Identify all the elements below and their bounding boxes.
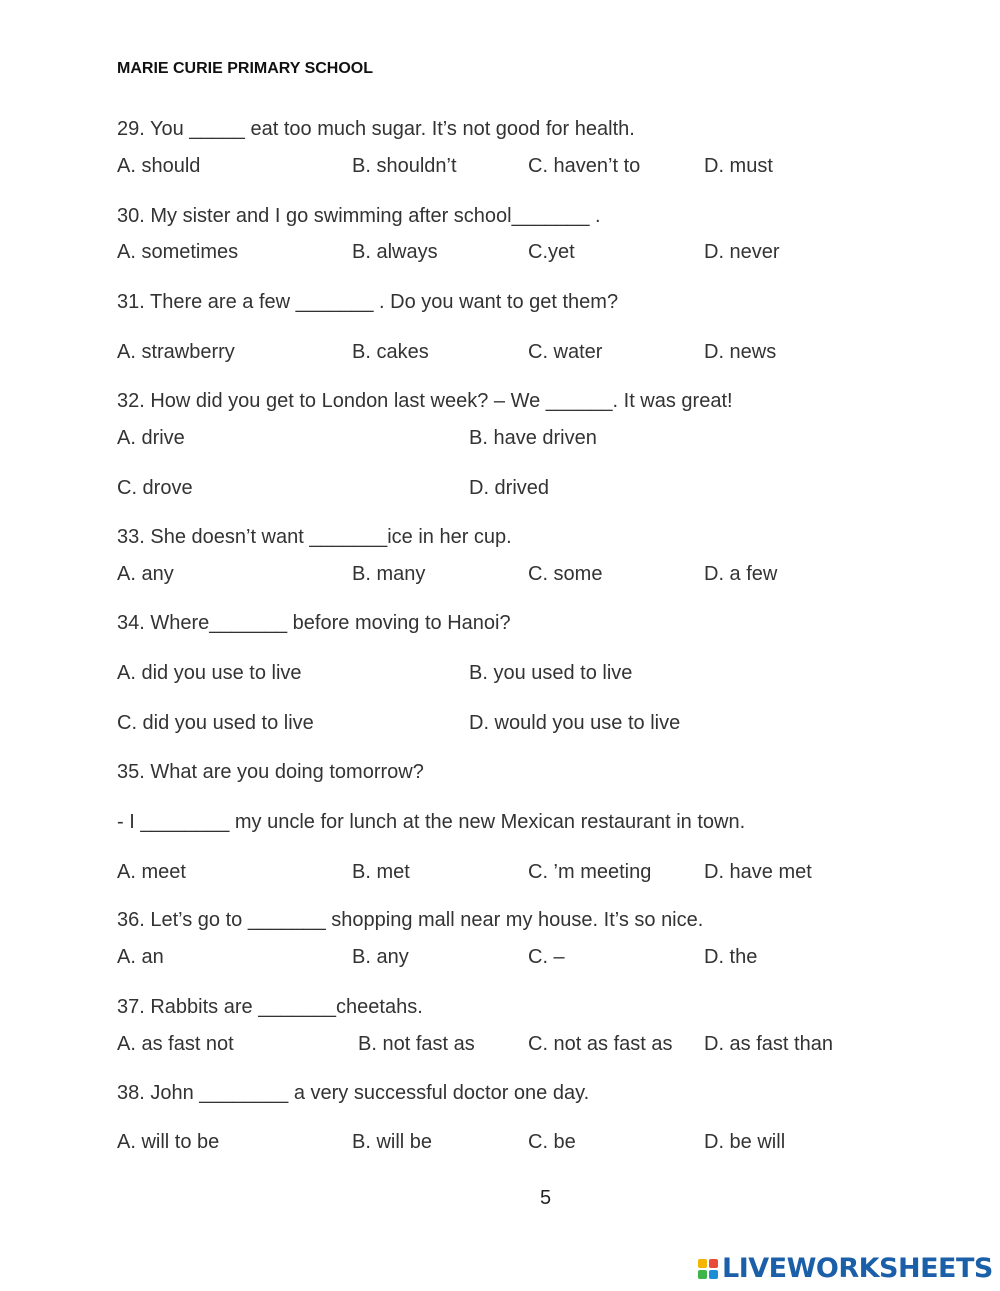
question-35-option-a[interactable]: A. meet bbox=[117, 861, 186, 883]
question-31-option-b[interactable]: B. cakes bbox=[352, 341, 429, 363]
question-33-option-c[interactable]: C. some bbox=[528, 563, 603, 585]
question-34-option-b[interactable]: B. you used to live bbox=[469, 662, 633, 684]
question-36-option-c[interactable]: C. – bbox=[528, 946, 565, 968]
question-30-option-b[interactable]: B. always bbox=[352, 241, 438, 263]
page-number: 5 bbox=[540, 1187, 552, 1209]
question-34-option-d[interactable]: D. would you use to live bbox=[469, 712, 681, 734]
question-35-stem: 35. What are you doing tomorrow? bbox=[117, 761, 424, 783]
question-36-option-d[interactable]: D. the bbox=[704, 946, 758, 968]
question-35-option-c[interactable]: C. ’m meeting bbox=[528, 861, 652, 883]
question-35-option-b[interactable]: B. met bbox=[352, 861, 410, 883]
question-30-option-c[interactable]: C.yet bbox=[528, 241, 575, 263]
question-32-stem: 32. How did you get to London last week? – We ______. It was great! bbox=[117, 390, 733, 412]
question-38-option-b[interactable]: B. will be bbox=[352, 1131, 433, 1153]
logo-text: LIVEWORKSHEETS bbox=[722, 1253, 993, 1284]
question-30-stem: 30. My sister and I go swimming after school_______ . bbox=[117, 205, 601, 227]
question-34-stem: 34. Where_______ before moving to Hanoi? bbox=[117, 612, 511, 634]
question-36-stem: 36. Let’s go to _______ shopping mall near my house. It’s so nice. bbox=[117, 909, 704, 931]
question-38-option-a[interactable]: A. will to be bbox=[117, 1131, 220, 1153]
question-38-option-c[interactable]: C. be bbox=[528, 1131, 576, 1153]
question-32-option-b[interactable]: B. have driven bbox=[469, 427, 597, 449]
question-32-option-d[interactable]: D. drived bbox=[469, 477, 550, 499]
liveworksheets-logo[interactable] bbox=[698, 1255, 993, 1283]
logo-square-1 bbox=[698, 1259, 707, 1268]
question-38-stem: 38. John ________ a very successful doctor one day. bbox=[117, 1082, 590, 1104]
question-29-option-a[interactable]: A. should bbox=[117, 155, 201, 177]
logo-square-4 bbox=[709, 1270, 718, 1279]
question-30-option-a[interactable]: A. sometimes bbox=[117, 241, 239, 263]
logo-icon bbox=[698, 1259, 718, 1279]
question-33-option-b[interactable]: B. many bbox=[352, 563, 426, 585]
question-33-stem: 33. She doesn’t want _______ice in her cup. bbox=[117, 526, 512, 548]
logo-square-3 bbox=[698, 1270, 707, 1279]
question-36-option-a[interactable]: A. an bbox=[117, 946, 164, 968]
question-31-option-c[interactable]: C. water bbox=[528, 341, 603, 363]
question-37-option-a[interactable]: A. as fast not bbox=[117, 1033, 234, 1055]
question-29-option-d[interactable]: D. must bbox=[704, 155, 773, 177]
question-35-answer-line: - I ________ my uncle for lunch at the new Mexican restaurant in town. bbox=[117, 811, 746, 833]
question-37-stem: 37. Rabbits are _______cheetahs. bbox=[117, 996, 423, 1018]
question-30-option-d[interactable]: D. never bbox=[704, 241, 780, 263]
question-31-option-d[interactable]: D. news bbox=[704, 341, 777, 363]
logo-square-2 bbox=[709, 1259, 718, 1268]
question-31-option-a[interactable]: A. strawberry bbox=[117, 341, 235, 363]
question-38-option-d[interactable]: D. be will bbox=[704, 1131, 786, 1153]
question-35-option-d[interactable]: D. have met bbox=[704, 861, 812, 883]
question-34-option-c[interactable]: C. did you used to live bbox=[117, 712, 314, 734]
question-33-option-a[interactable]: A. any bbox=[117, 563, 174, 585]
question-32-option-a[interactable]: A. drive bbox=[117, 427, 185, 449]
question-32-option-c[interactable]: C. drove bbox=[117, 477, 193, 499]
question-36-option-b[interactable]: B. any bbox=[352, 946, 409, 968]
question-31-stem: 31. There are a few _______ . Do you want to get them? bbox=[117, 291, 619, 313]
question-29-stem: 29. You _____ eat too much sugar. It’s not good for health. bbox=[117, 118, 635, 140]
question-37-option-d[interactable]: D. as fast than bbox=[704, 1033, 833, 1055]
question-29-option-b[interactable]: B. shouldn’t bbox=[352, 155, 457, 177]
question-29-option-c[interactable]: C. haven’t to bbox=[528, 155, 641, 177]
school-name: MARIE CURIE PRIMARY SCHOOL bbox=[117, 60, 374, 77]
question-37-option-c[interactable]: C. not as fast as bbox=[528, 1033, 673, 1055]
question-37-option-b[interactable]: B. not fast as bbox=[358, 1033, 475, 1055]
question-33-option-d[interactable]: D. a few bbox=[704, 563, 778, 585]
question-34-option-a[interactable]: A. did you use to live bbox=[117, 662, 302, 684]
